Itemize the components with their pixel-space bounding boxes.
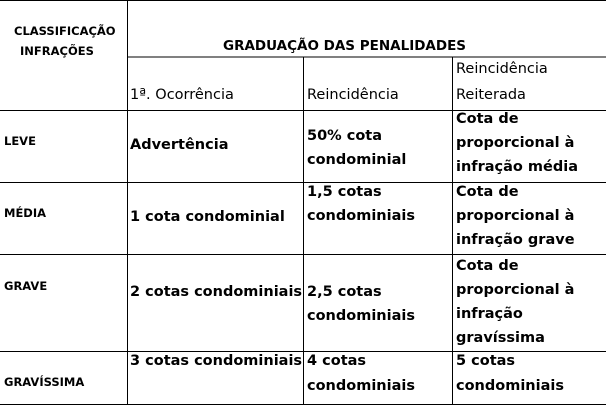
row-leve-second-line1: 50% cota — [307, 128, 383, 144]
row-media-third-line3: infração grave — [456, 232, 575, 248]
row-grave-second-line2: condominiais — [307, 308, 415, 324]
row-label-gravissima: GRAVÍSSIMA — [4, 375, 85, 389]
row-label-media: MÉDIA — [4, 206, 47, 220]
row-media-second-line1: 1,5 cotas — [307, 184, 382, 200]
graduation-header: GRADUAÇÃO DAS PENALIDADES — [223, 38, 467, 54]
row-grave-third-line2: proporcional à — [456, 282, 575, 298]
row-gravissima-third-line1: 5 cotas — [456, 353, 516, 369]
row-media-first: 1 cota condominial — [130, 209, 285, 225]
row-grave-third-line1: Cota de — [456, 258, 519, 274]
col-header-first-occurrence: 1ª. Ocorrência — [130, 87, 234, 103]
col-header-recurrence: Reincidência — [307, 87, 399, 103]
row-media-second-line2: condominiais — [307, 208, 415, 224]
row-label-leve: LEVE — [4, 134, 36, 148]
row-leve-third-line1: Cota de — [456, 111, 519, 127]
row-grave-first: 2 cotas condominiais — [130, 284, 303, 300]
row-label-grave: GRAVE — [4, 279, 48, 293]
col-header-repeated-recurrence-line1: Reincidência — [456, 61, 548, 77]
classification-header-line1: CLASSIFICAÇÃO — [14, 24, 116, 38]
row-gravissima-second-line1: 4 cotas — [307, 353, 367, 369]
row-media-third-line1: Cota de — [456, 184, 519, 200]
row-leve-first: Advertência — [130, 137, 229, 153]
row-grave-second-line1: 2,5 cotas — [307, 284, 382, 300]
row-grave-third-line3: infração — [456, 306, 523, 322]
classification-header-line2: INFRAÇÕES — [20, 44, 94, 58]
row-gravissima-first: 3 cotas condominiais — [130, 353, 303, 369]
row-grave-third-line4: gravíssima — [456, 330, 545, 346]
row-gravissima-third-line2: condominiais — [456, 378, 564, 394]
col-header-repeated-recurrence-line2: Reiterada — [456, 87, 526, 103]
row-leve-third-line3: infração média — [456, 159, 579, 175]
row-gravissima-second-line2: condominiais — [307, 378, 415, 394]
row-leve-second-line2: condominial — [307, 152, 407, 168]
row-media-third-line2: proporcional à — [456, 208, 575, 224]
row-leve-third-line2: proporcional à — [456, 135, 575, 151]
